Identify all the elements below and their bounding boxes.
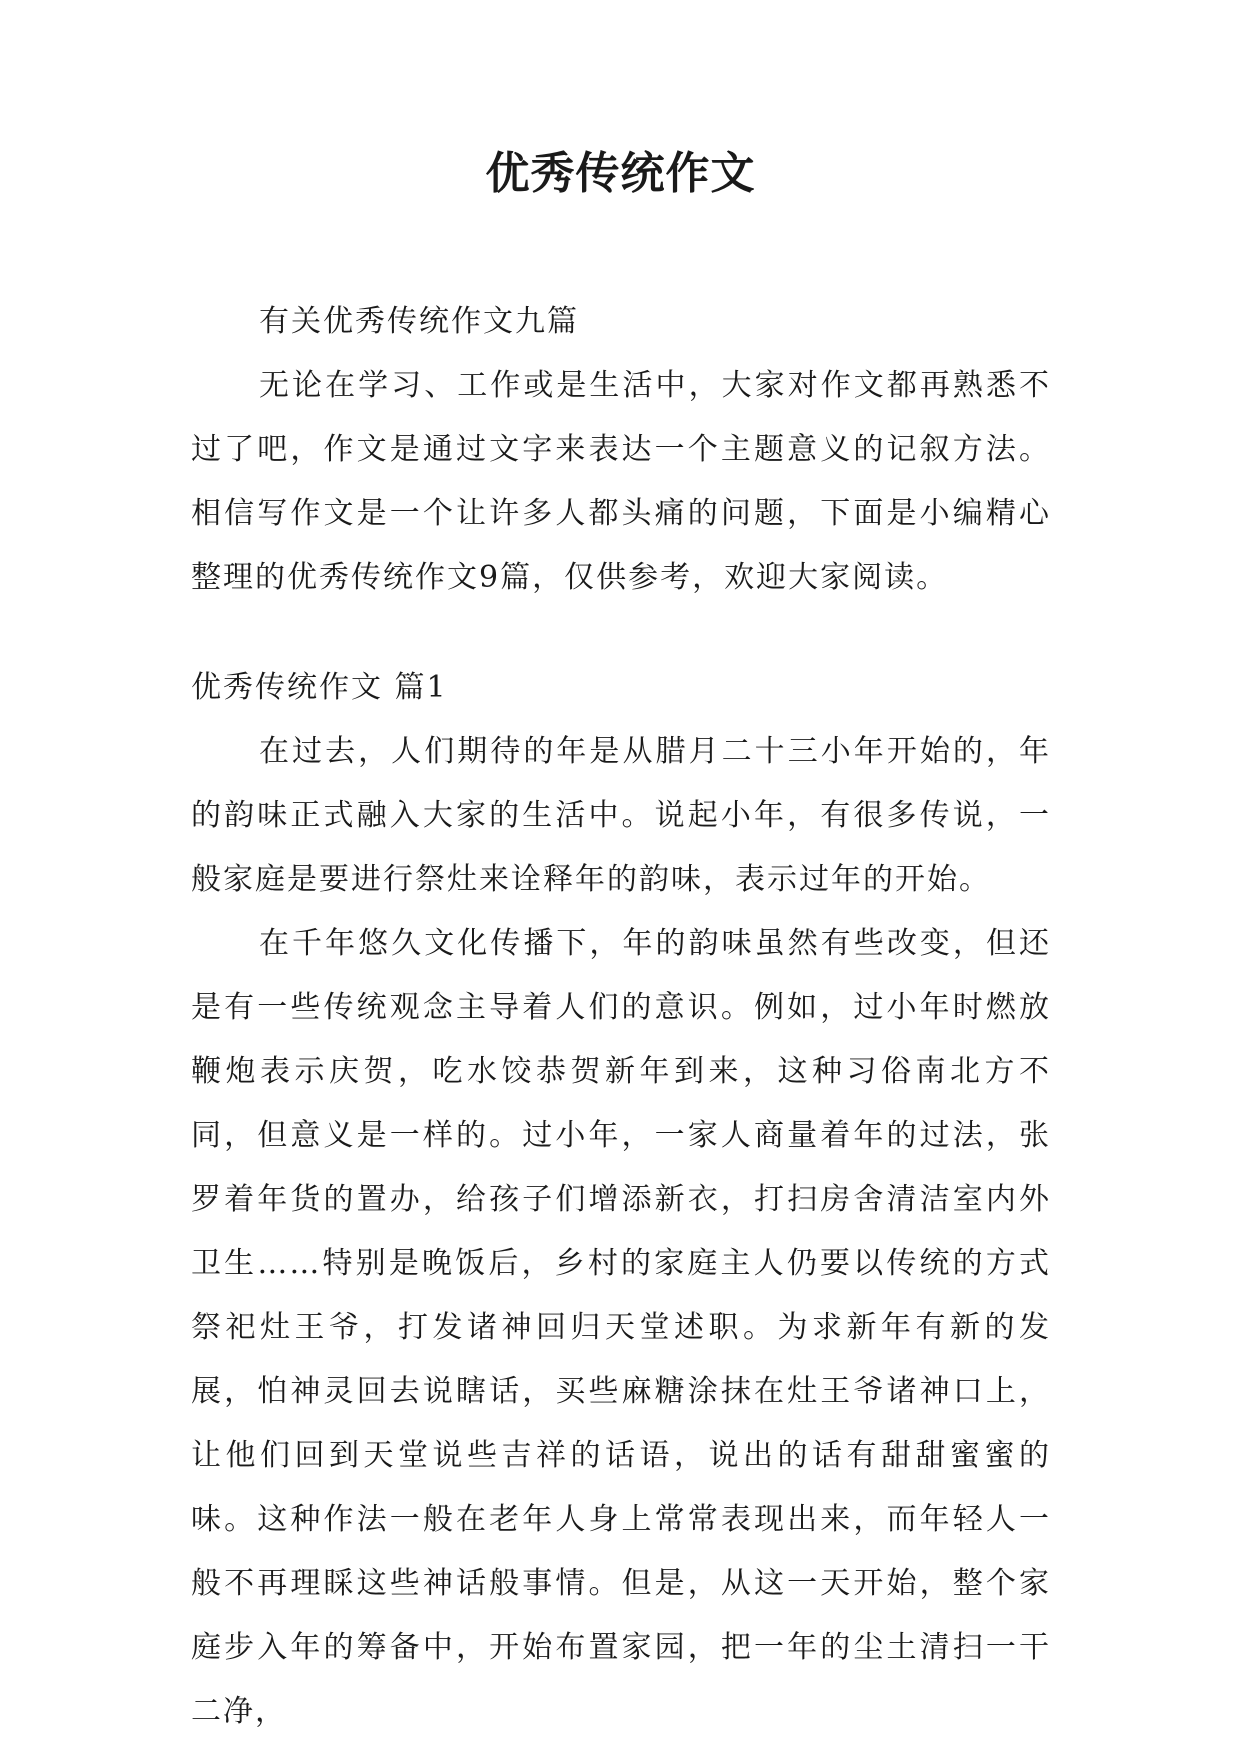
section-heading: 优秀传统作文 篇1 — [191, 670, 448, 705]
section-paragraph: 在过去，人们期待的年是从腊月二十三小年开始的，年的韵味正式融入大家的生活中。说起小年，有很多传说，一般家庭是要进行祭灶来诠释年的韵味，表示过年的开始。 — [191, 734, 1051, 897]
intro-paragraph: 无论在学习、工作或是生活中，大家对作文都再熟悉不过了吧，作文是通过文字来表达一个主题意义的记叙方法。相信写作文是一个让许多人都头痛的问题，下面是小编精心整理的优秀传统作文9篇，仅供参考，欢迎大家阅读。 — [191, 368, 1051, 595]
document-subtitle: 有关优秀传统作文九篇 — [259, 304, 579, 339]
section-1 — [191, 656, 1051, 1744]
document-body — [191, 290, 1051, 1744]
section-paragraph: 在千年悠久文化传播下，年的韵味虽然有些改变，但还是有一些传统观念主导着人们的意识。例如，过小年时燃放鞭炮表示庆贺，吃水饺恭贺新年到来，这种习俗南北方不同，但意义是一样的。过小年，一家人商量着年的过法，张罗着年货的置办，给孩子们增添新衣，打扫房舍清洁室内外卫生……特别是晚饭后，乡村的家庭主人仍要以传统的方式祭祀灶王爷，打发诸神回归天堂述职。为求新年有新的发展，怕神灵回去说瞎话，买些麻糖涂抹在灶王爷诸神口上，让他们回到天堂说些吉祥的话语，说出的话有甜甜蜜蜜的味。这种作法一般在老年人身上常常表现出来，而年轻人一般不再理睬这些神话般事情。但是，从这一天开始，整个家庭步入年的筹备中，开始布置家园，把一年的尘土清扫一干二净， — [191, 926, 1051, 1729]
document-title: 优秀传统作文 — [485, 148, 756, 199]
